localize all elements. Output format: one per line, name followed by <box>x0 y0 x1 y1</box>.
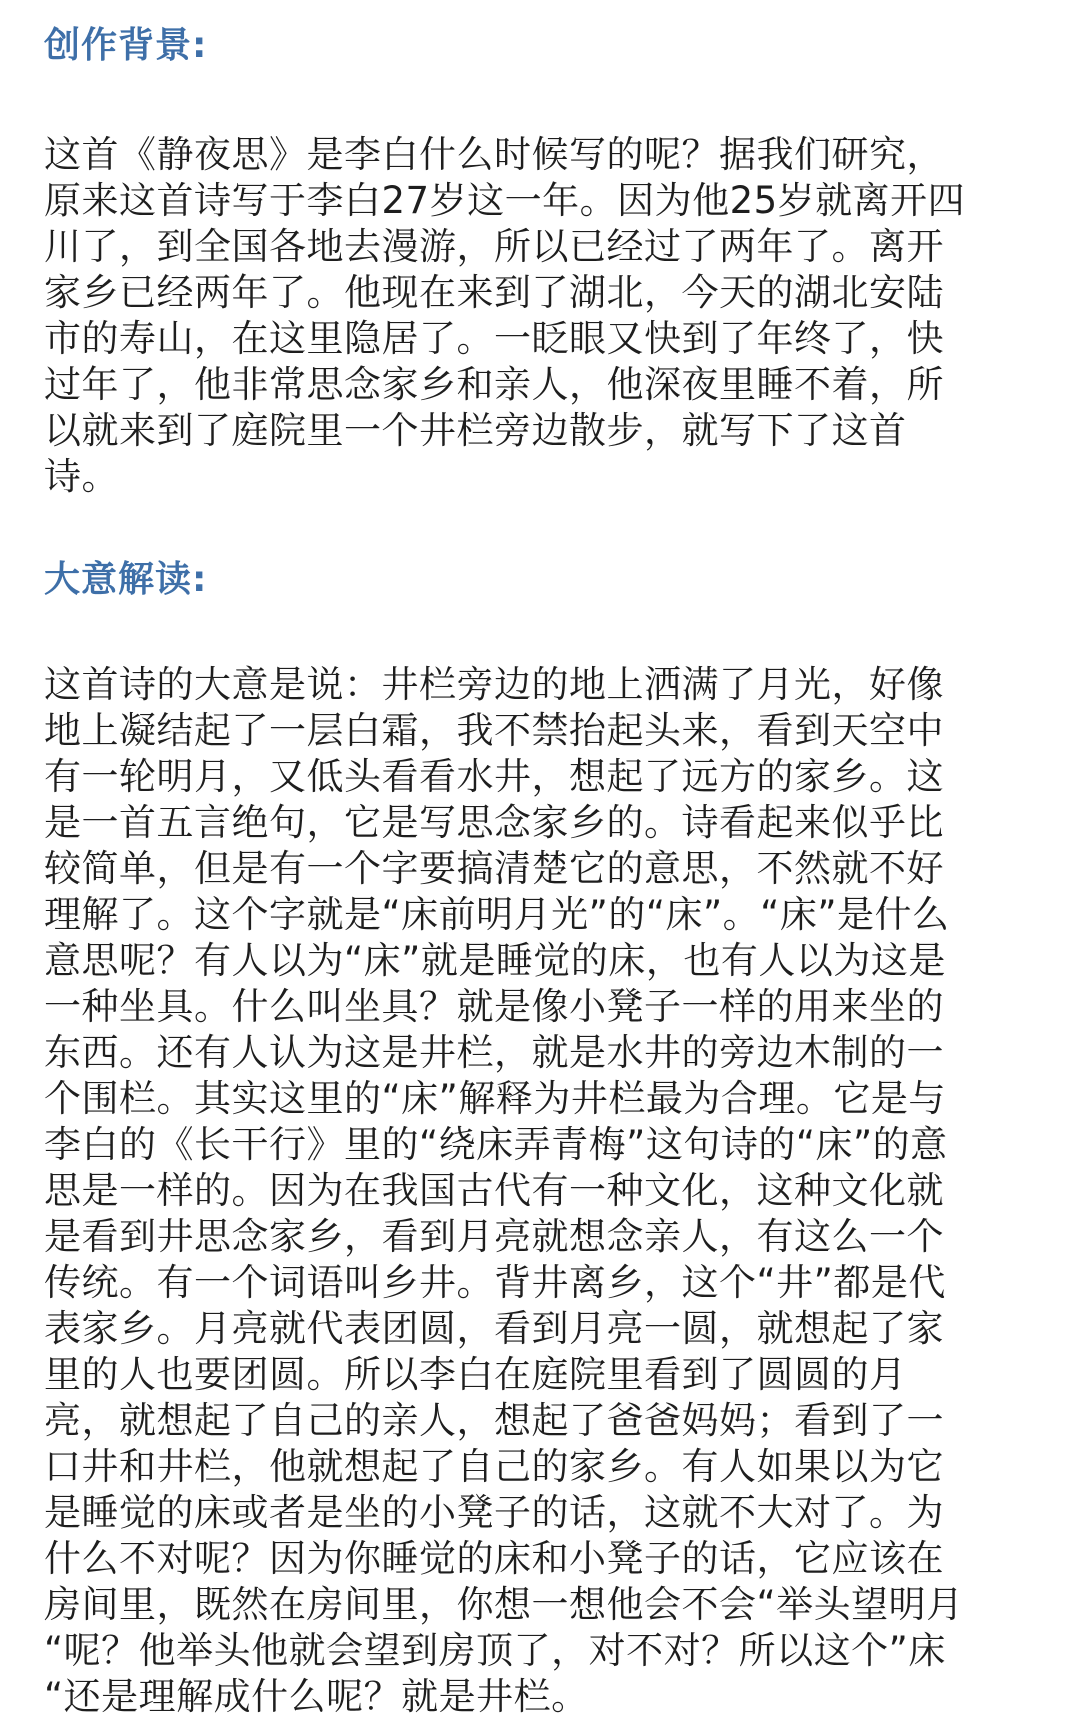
paragraph-line: 是睡觉的床或者是坐的小凳子的话，这就不大对了。为 <box>44 1491 944 1534</box>
paragraph-line: 原来这首诗写于李白27岁这一年。因为他25岁就离开四 <box>44 179 966 222</box>
section-paragraph-meaning <box>44 662 1040 1720</box>
paragraph-line: 口井和井栏，他就想起了自己的家乡。有人如果以为它 <box>44 1445 944 1488</box>
paragraph-line: 有一轮明月，又低头看看水井，想起了远方的家乡。这 <box>44 755 944 798</box>
paragraph-line: 这首诗的大意是说：井栏旁边的地上洒满了月光，好像 <box>44 663 944 706</box>
paragraph-line: 里的人也要团圆。所以李白在庭院里看到了圆圆的月 <box>44 1353 907 1396</box>
paragraph-line: 市的寿山，在这里隐居了。一眨眼又快到了年终了，快 <box>44 317 944 360</box>
paragraph-line: “呢？他举头他就会望到房顶了，对不对？所以这个”床 <box>44 1629 946 1672</box>
paragraph-line: 地上凝结起了一层白霜，我不禁抬起头来，看到天空中 <box>44 709 944 752</box>
paragraph-line: 家乡已经两年了。他现在来到了湖北，今天的湖北安陆 <box>44 271 944 314</box>
paragraph-line: 意思呢？有人以为“床”就是睡觉的床，也有人以为这是 <box>44 939 946 982</box>
paragraph-line: 表家乡。月亮就代表团圆，看到月亮一圆，就想起了家 <box>44 1307 944 1350</box>
paragraph-line: 李白的《长干行》里的“绕床弄青梅”这句诗的“床”的意 <box>44 1123 948 1166</box>
section-heading-meaning: 大意解读: <box>44 559 208 600</box>
paragraph-line: 川了，到全国各地去漫游，所以已经过了两年了。离开 <box>44 225 944 268</box>
paragraph-line: 理解了。这个字就是“床前明月光”的“床”。“床”是什么 <box>44 893 950 936</box>
paragraph-line: 较简单，但是有一个字要搞清楚它的意思，不然就不好 <box>44 847 944 890</box>
paragraph-line: 以就来到了庭院里一个井栏旁边散步，就写下了这首 <box>44 409 907 452</box>
section-paragraph-background <box>44 132 1040 500</box>
paragraph-line: 过年了，他非常思念家乡和亲人，他深夜里睡不着，所 <box>44 363 944 406</box>
paragraph-line: 是一首五言绝句，它是写思念家乡的。诗看起来似乎比 <box>44 801 944 844</box>
paragraph-line: 什么不对呢？因为你睡觉的床和小凳子的话，它应该在 <box>44 1537 944 1580</box>
paragraph-line: 个围栏。其实这里的“床”解释为井栏最为合理。它是与 <box>44 1077 946 1120</box>
paragraph-line: 一种坐具。什么叫坐具？就是像小凳子一样的用来坐的 <box>44 985 944 1028</box>
section-heading-background: 创作背景: <box>44 25 208 66</box>
paragraph-line: “还是理解成什么呢？就是井栏。 <box>44 1675 589 1718</box>
paragraph-line: 房间里，既然在房间里，你想一想他会不会“举头望明月 <box>44 1583 964 1626</box>
paragraph-line: 思是一样的。因为在我国古代有一种文化，这种文化就 <box>44 1169 944 1212</box>
paragraph-line: 是看到井思念家乡，看到月亮就想念亲人，有这么一个 <box>44 1215 944 1258</box>
paragraph-line: 这首《静夜思》是李白什么时候写的呢？据我们研究， <box>44 133 944 176</box>
paragraph-line: 诗。 <box>44 455 119 498</box>
paragraph-line: 亮，就想起了自己的亲人，想起了爸爸妈妈；看到了一 <box>44 1399 944 1442</box>
paragraph-line: 东西。还有人认为这是井栏，就是水井的旁边木制的一 <box>44 1031 944 1074</box>
paragraph-line: 传统。有一个词语叫乡井。背井离乡，这个“井”都是代 <box>44 1261 946 1304</box>
